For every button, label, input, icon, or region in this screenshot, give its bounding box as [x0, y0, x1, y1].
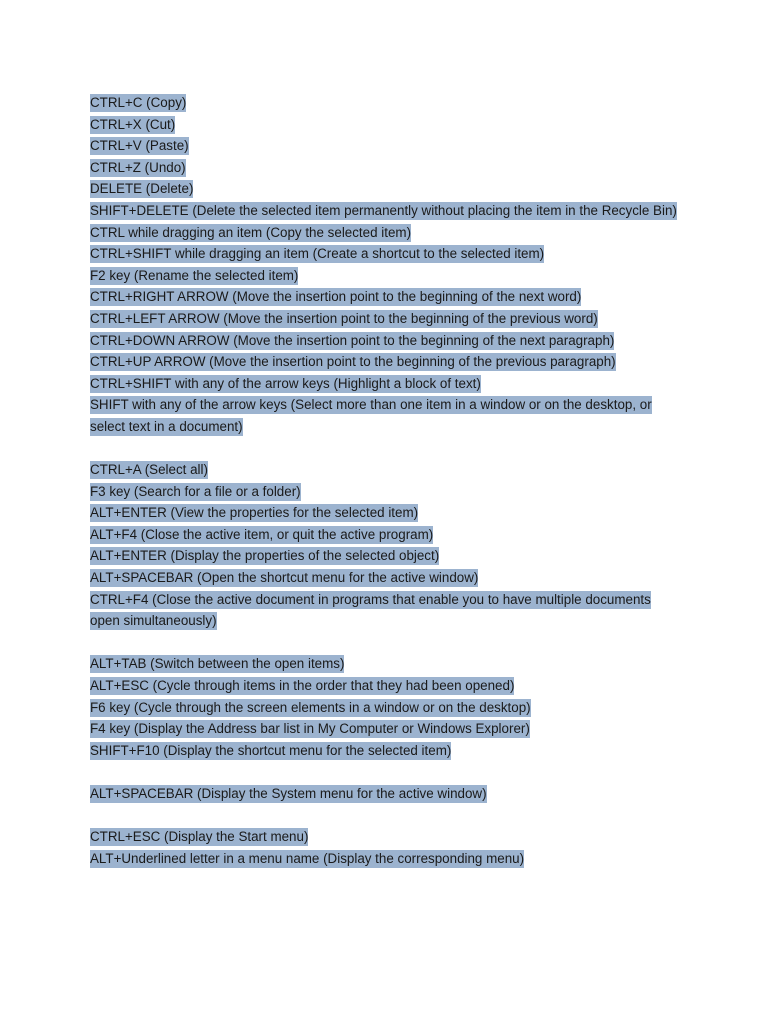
- text-line: [90, 675, 680, 697]
- highlighted-text: DELETE (Delete): [90, 181, 194, 197]
- highlighted-text: CTRL+C (Copy): [90, 95, 187, 110]
- highlighted-text: CTRL+ESC (Display the Start menu): [90, 829, 309, 845]
- text-line: [90, 200, 680, 222]
- text-line: [90, 114, 680, 136]
- text-line: [90, 265, 680, 287]
- text-line: [90, 330, 680, 352]
- text-line: [90, 524, 680, 546]
- text-line: [90, 653, 680, 675]
- highlighted-text: F3 key (Search for a file or a folder): [90, 483, 301, 499]
- text-line: [90, 740, 680, 762]
- highlighted-text: F2 key (Rename the selected item): [90, 267, 299, 283]
- paragraph-system-menu: [90, 783, 680, 805]
- highlighted-text: F6 key (Cycle through the screen elements in a window or on the desktop): [90, 699, 531, 715]
- text-line: [90, 222, 680, 244]
- text-line: [90, 308, 680, 330]
- text-line: [90, 589, 680, 632]
- text-line: [90, 502, 680, 524]
- highlighted-text: CTRL+X (Cut): [90, 116, 176, 132]
- text-line: [90, 697, 680, 719]
- highlighted-text: SHIFT+F10 (Display the shortcut menu for the selected item): [90, 742, 452, 758]
- paragraph-editing-shortcuts: [90, 92, 680, 438]
- text-line: [90, 92, 680, 114]
- highlighted-text: SHIFT with any of the arrow keys (Select more than one item in a window or on the desktop, or select text in a document): [90, 397, 652, 434]
- highlighted-text: SHIFT+DELETE (Delete the selected item permanently without placing the item in the Recycle Bin): [90, 202, 677, 218]
- highlighted-text: ALT+ENTER (View the properties for the selected item): [90, 505, 419, 521]
- text-line: [90, 481, 680, 503]
- text-line: [90, 545, 680, 567]
- highlighted-text: CTRL while dragging an item (Copy the selected item): [90, 224, 412, 240]
- text-line: [90, 286, 680, 308]
- paragraph-menu-shortcuts: [90, 826, 680, 869]
- text-line: [90, 243, 680, 265]
- highlighted-text: ALT+SPACEBAR (Open the shortcut menu for the active window): [90, 570, 479, 586]
- highlighted-text: CTRL+RIGHT ARROW (Move the insertion point to the beginning of the next word): [90, 289, 582, 305]
- text-line: [90, 826, 680, 848]
- highlighted-text: ALT+Underlined letter in a menu name (Display the corresponding menu): [90, 850, 525, 866]
- text-line: [90, 394, 680, 437]
- highlighted-text: ALT+ESC (Cycle through items in the order that they had been opened): [90, 678, 515, 694]
- text-line: [90, 135, 680, 157]
- text-line: [90, 157, 680, 179]
- paragraph-dialog-shortcuts: [90, 459, 680, 632]
- document-page: [90, 92, 680, 869]
- highlighted-text: CTRL+Z (Undo): [90, 159, 186, 175]
- text-line: [90, 848, 680, 870]
- text-line: [90, 567, 680, 589]
- paragraph-window-shortcuts: [90, 653, 680, 761]
- highlighted-text: CTRL+SHIFT with any of the arrow keys (Highlight a block of text): [90, 375, 481, 391]
- highlighted-text: CTRL+F4 (Close the active document in programs that enable you to have multiple documents open simultaneously): [90, 591, 651, 629]
- text-line: [90, 178, 680, 200]
- highlighted-text: CTRL+UP ARROW (Move the insertion point to the beginning of the previous paragraph): [90, 354, 616, 370]
- text-line: [90, 783, 680, 805]
- highlighted-text: ALT+ENTER (Display the properties of the selected object): [90, 548, 440, 564]
- highlighted-text: CTRL+LEFT ARROW (Move the insertion point to the beginning of the previous word): [90, 310, 598, 326]
- highlighted-text: CTRL+V (Paste): [90, 138, 189, 154]
- highlighted-text: CTRL+A (Select all): [90, 462, 208, 478]
- highlighted-text: CTRL+SHIFT while dragging an item (Create a shortcut to the selected item): [90, 246, 545, 262]
- text-line: [90, 351, 680, 373]
- highlighted-text: ALT+SPACEBAR (Display the System menu for the active window): [90, 786, 487, 801]
- text-line: [90, 373, 680, 395]
- highlighted-text: ALT+TAB (Switch between the open items): [90, 656, 345, 672]
- text-line: [90, 459, 680, 481]
- highlighted-text: CTRL+DOWN ARROW (Move the insertion point to the beginning of the next paragraph): [90, 332, 615, 348]
- highlighted-text: F4 key (Display the Address bar list in My Computer or Windows Explorer): [90, 721, 530, 737]
- text-line: [90, 718, 680, 740]
- highlighted-text: ALT+F4 (Close the active item, or quit the active program): [90, 526, 434, 542]
